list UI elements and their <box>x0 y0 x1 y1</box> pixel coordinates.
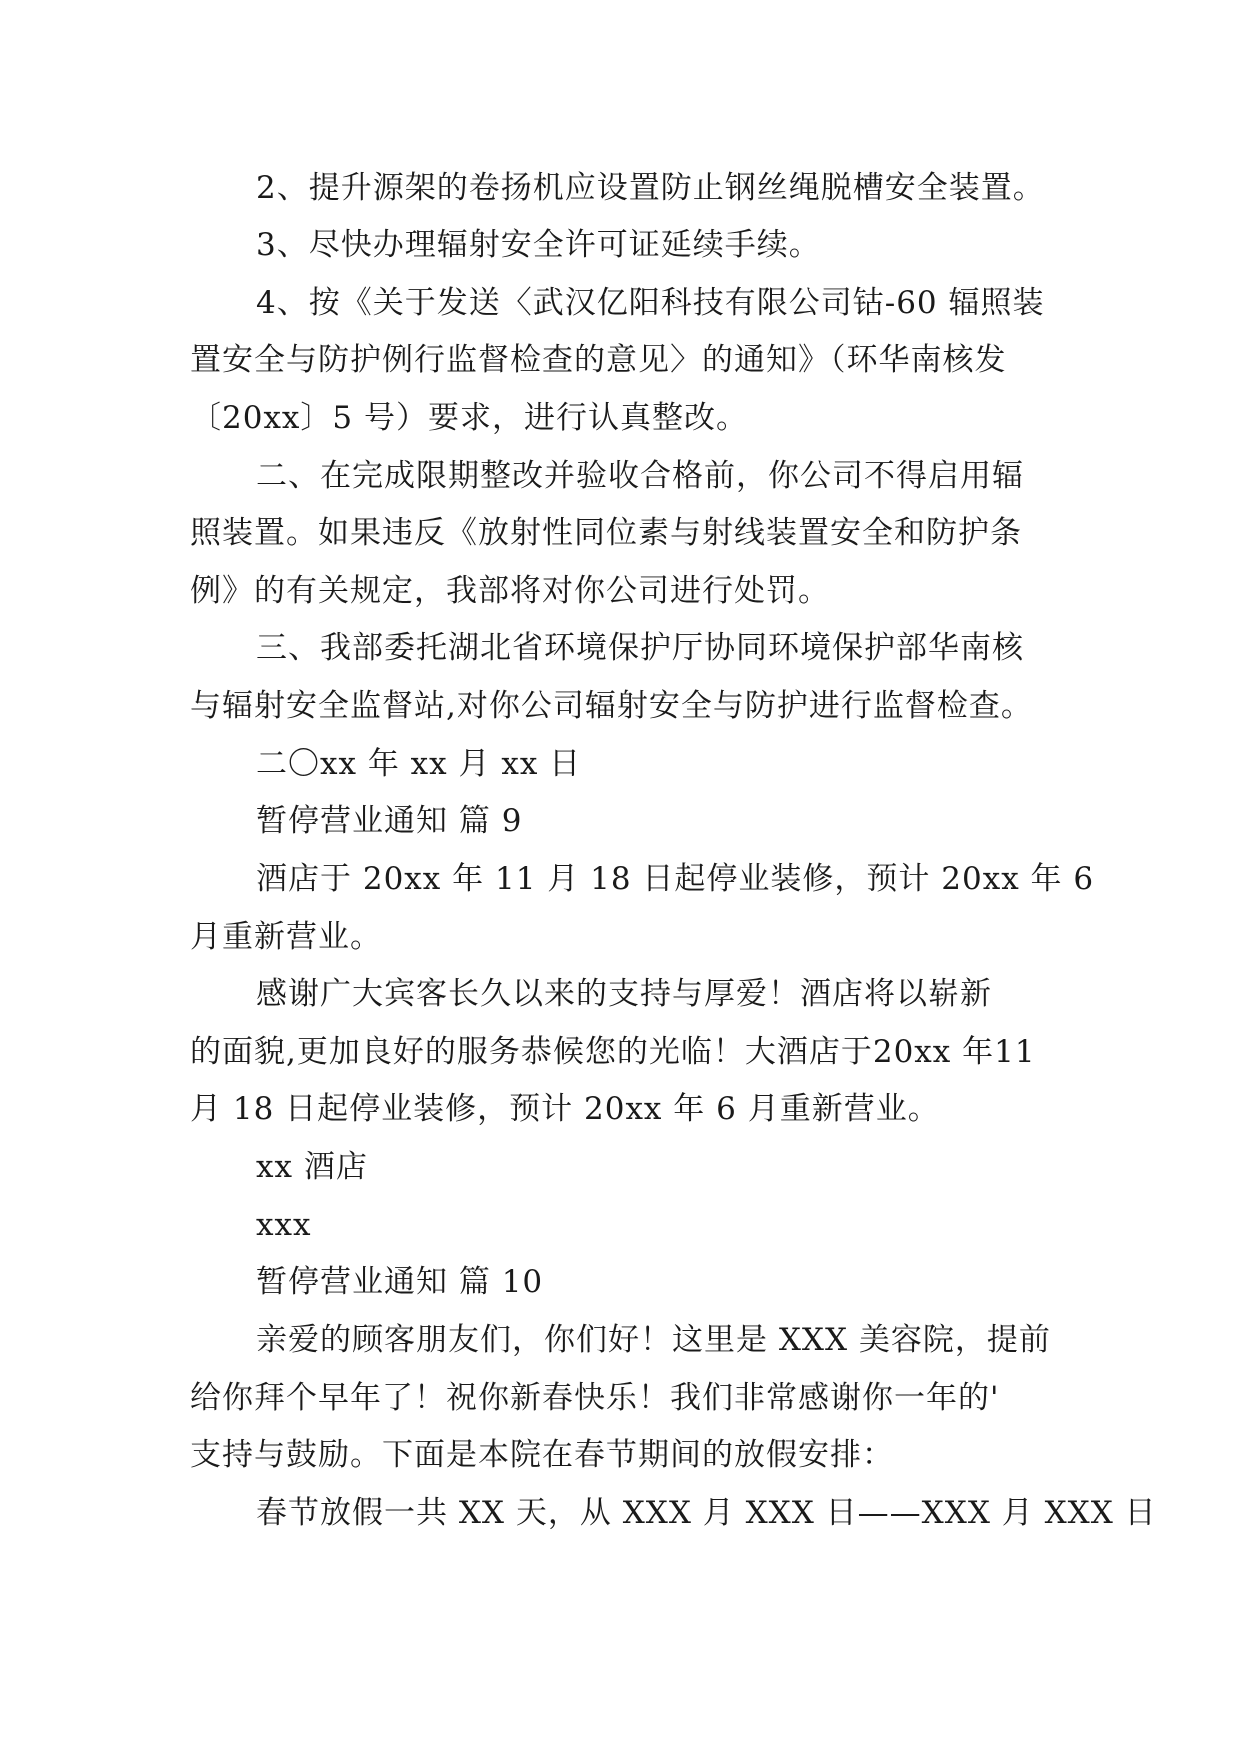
paragraph-line: 二、在完成限期整改并验收合格前，你公司不得启用辐 <box>256 458 1024 494</box>
paragraph-line: 感谢广大宾客长久以来的支持与厚爱！酒店将以崭新 <box>256 976 992 1012</box>
date-line: 二〇xx 年 xx 月 xx 日 <box>256 746 582 782</box>
paragraph-line: 月重新营业。 <box>190 919 382 955</box>
paragraph-line: 3、尽快办理辐射安全许可证延续手续。 <box>256 227 821 263</box>
paragraph-line: 亲爱的顾客朋友们，你们好！这里是 XXX 美容院，提前 <box>256 1322 1051 1358</box>
paragraph-line: 照装置。如果违反《放射性同位素与射线装置安全和防护条 <box>190 515 1022 551</box>
section-heading: 暂停营业通知 篇 9 <box>256 803 523 839</box>
section-heading: 暂停营业通知 篇 10 <box>256 1264 544 1300</box>
paragraph-line: 三、我部委托湖北省环境保护厅协同环境保护部华南核 <box>256 630 1024 666</box>
paragraph-line: 置安全与防护例行监督检查的意见〉的通知》（环华南核发 <box>190 342 1007 378</box>
paragraph-line: 月 18 日起停业装修，预计 20xx 年 6 月重新营业。 <box>190 1091 940 1127</box>
signature-line: xx 酒店 <box>256 1149 368 1185</box>
paragraph-line: 酒店于 20xx 年 11 月 18 日起停业装修，预计 20xx 年 6 <box>256 861 1095 897</box>
paragraph-line: 给你拜个早年了！祝你新春快乐！我们非常感谢你一年的' <box>190 1380 1000 1416</box>
paragraph-line: 春节放假一共 XX 天，从 XXX 月 XXX 日——XXX 月 XXX 日 <box>256 1495 1157 1531</box>
paragraph-line: 〔20xx〕5 号）要求，进行认真整改。 <box>190 400 748 436</box>
paragraph-line: 的面貌,更加良好的服务恭候您的光临！大酒店于20xx 年11 <box>190 1034 1036 1070</box>
paragraph-line: 例》的有关规定，我部将对你公司进行处罚。 <box>190 573 830 609</box>
paragraph-line: 支持与鼓励。下面是本院在春节期间的放假安排： <box>190 1437 894 1473</box>
paragraph-line: 2、提升源架的卷扬机应设置防止钢丝绳脱槽安全装置。 <box>256 170 1045 206</box>
paragraph-line: 4、按《关于发送〈武汉亿阳科技有限公司钴-60 辐照装 <box>256 285 1045 321</box>
signature-line: xxx <box>256 1207 312 1243</box>
paragraph-line: 与辐射安全监督站,对你公司辐射安全与防护进行监督检查。 <box>190 688 1033 724</box>
